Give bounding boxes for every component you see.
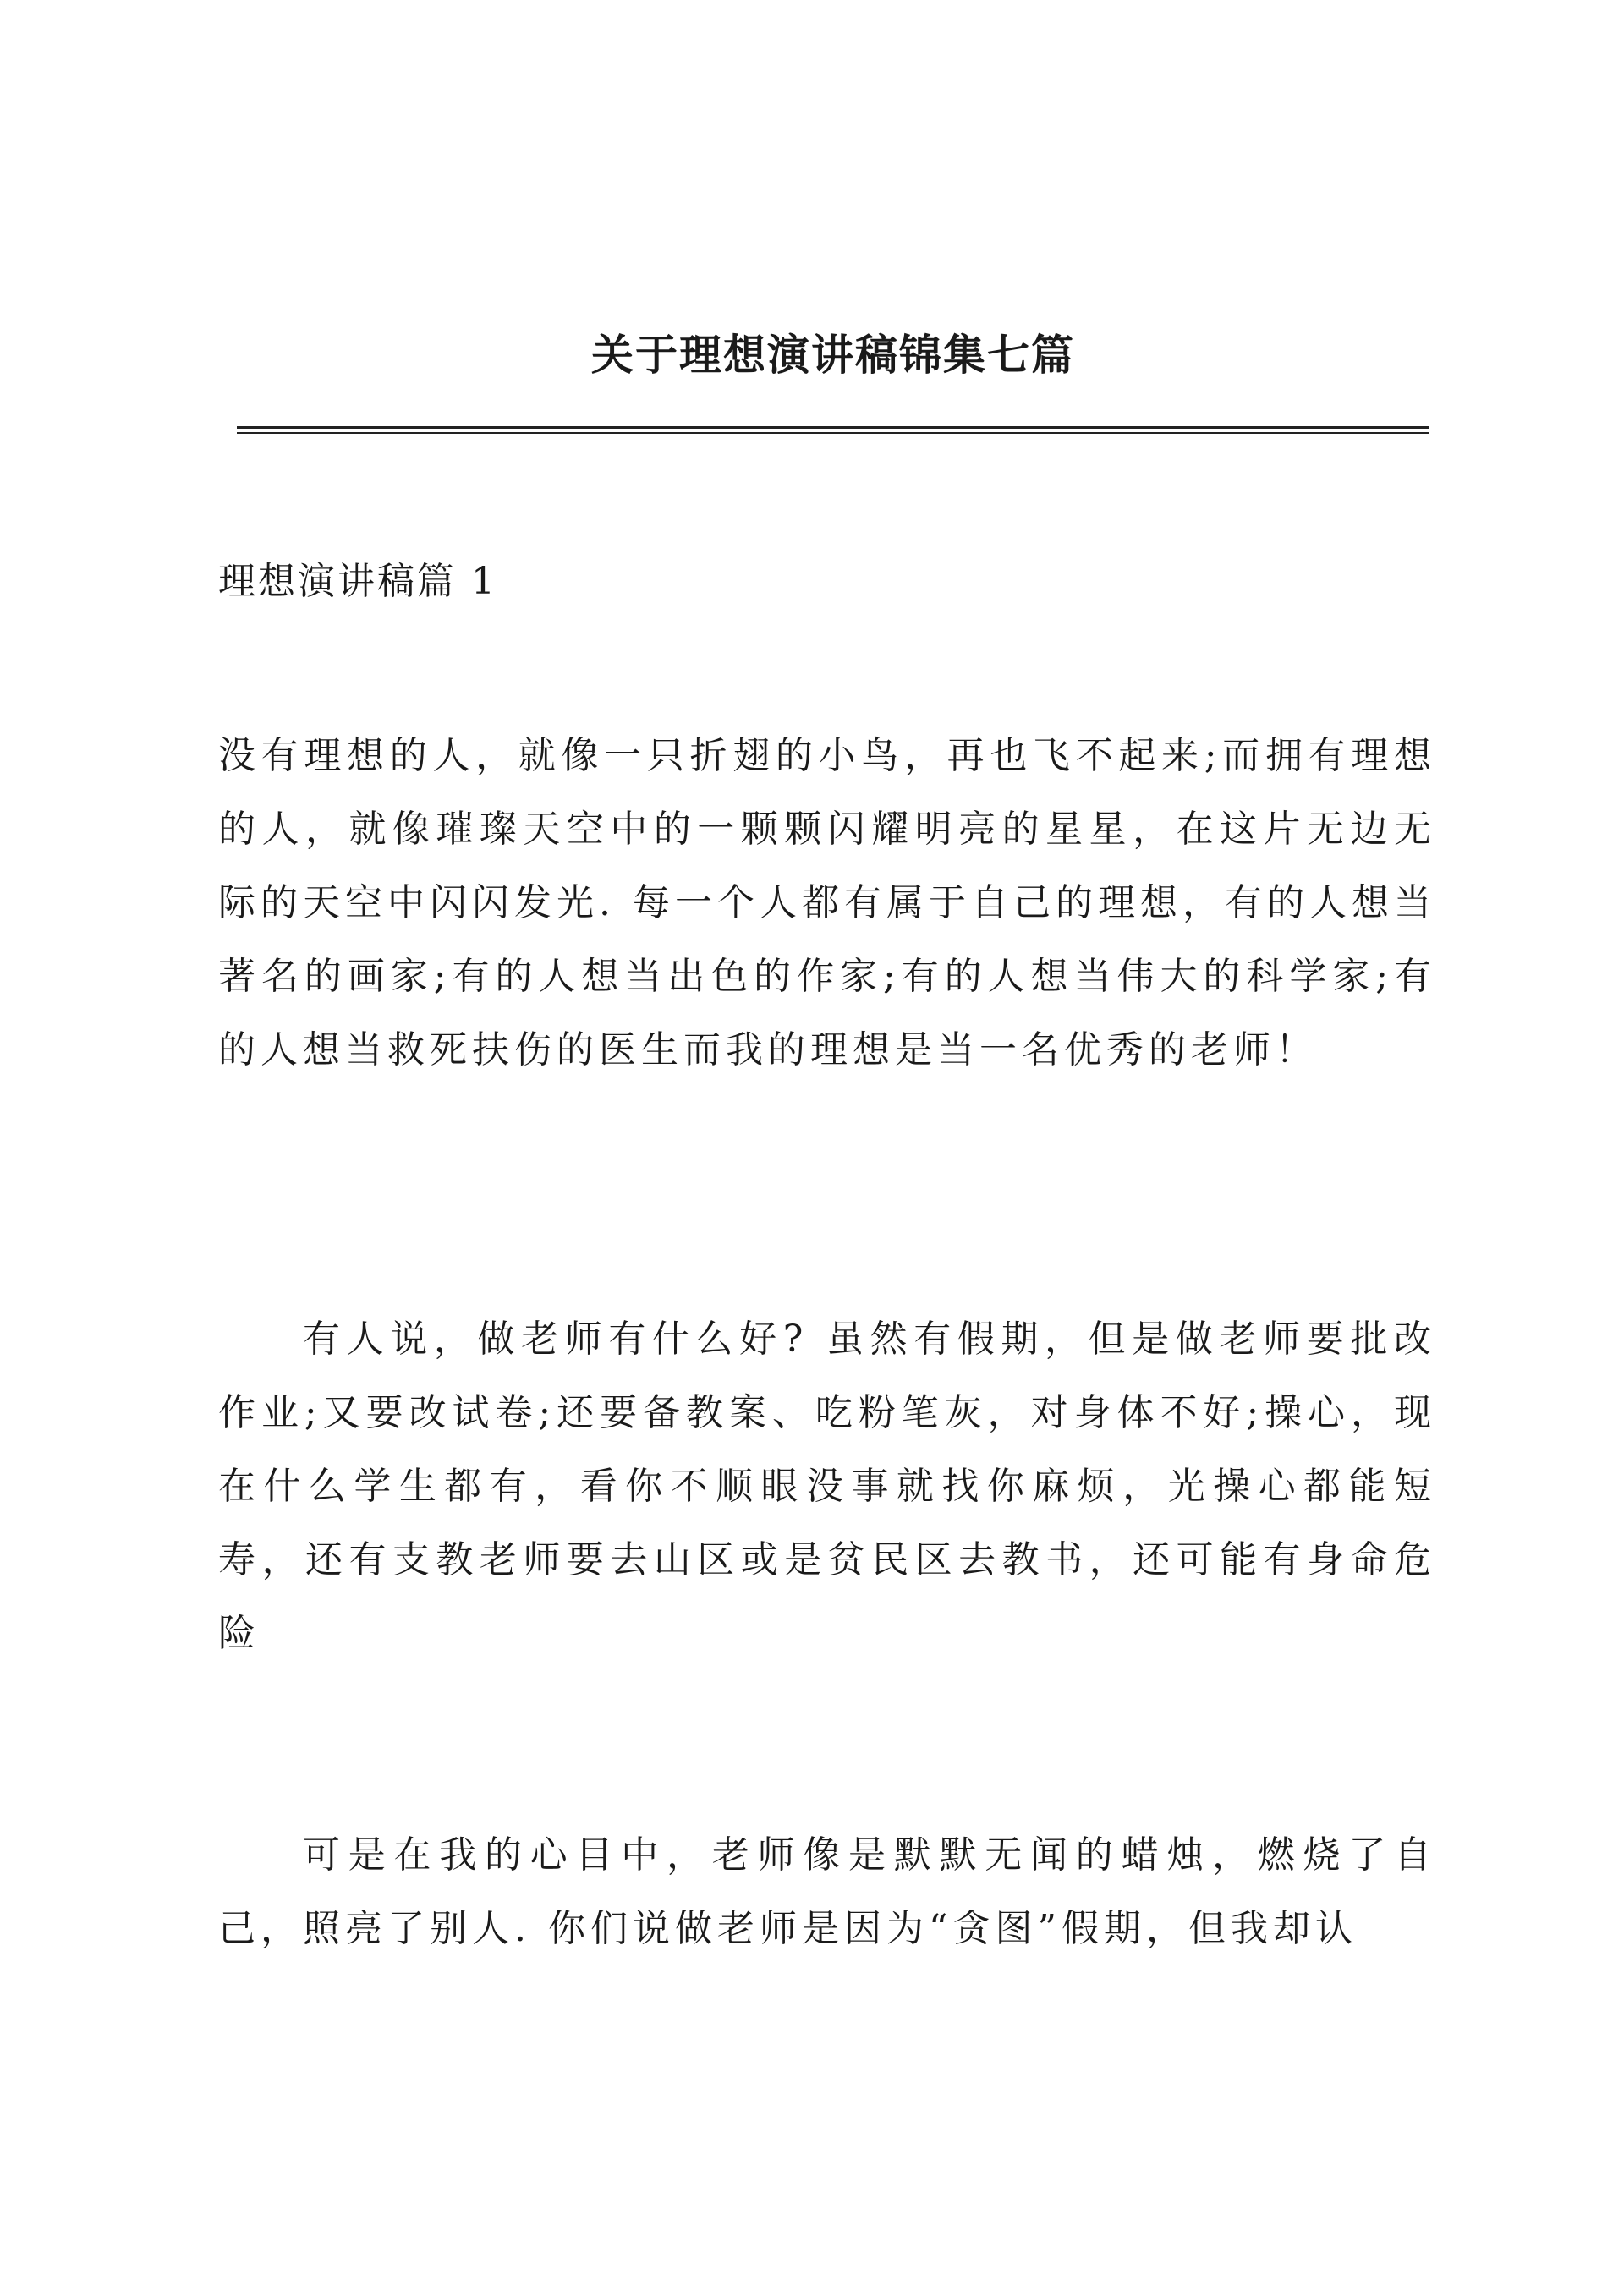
document-title: 关于理想演讲稿锦集七篇 xyxy=(591,330,1075,380)
paragraph-3: 可是在我的心目中，老师像是默默无闻的蜡烛，燃烧了自己，照亮了别人. 你们说做老师是因为“贪图”假期，但我却认 xyxy=(218,1833,1436,1950)
title-double-rule xyxy=(237,426,1429,434)
paragraph-1: 没有理想的人，就像一只折翅的小鸟，再也飞不起来;而拥有理想的人，就像璀璨天空中的一颗颗闪耀明亮的星星，在这片无边无际的天空中闪闪发光. 每一个人都有属于自己的理想，有的人想当著名的画家;有的人想当出色的作家;有的人想当伟大的科学家;有的人想当救死扶伤的医生而我的理想是当一名优秀的老师！ xyxy=(218,734,1436,1071)
section-heading: 理想演讲稿篇 1 xyxy=(218,560,497,603)
paragraph-2: 有人说，做老师有什么好? 虽然有假期，但是做老师要批改作业;又要改试卷;还要备教案、吃粉笔灰，对身体不好;操心，现在什么学生都有，看你不顺眼没事就找你麻烦，光操心都能短寿，还有支教老师要去山区或是贫民区去教书，还可能有身命危险 xyxy=(218,1318,1436,1655)
